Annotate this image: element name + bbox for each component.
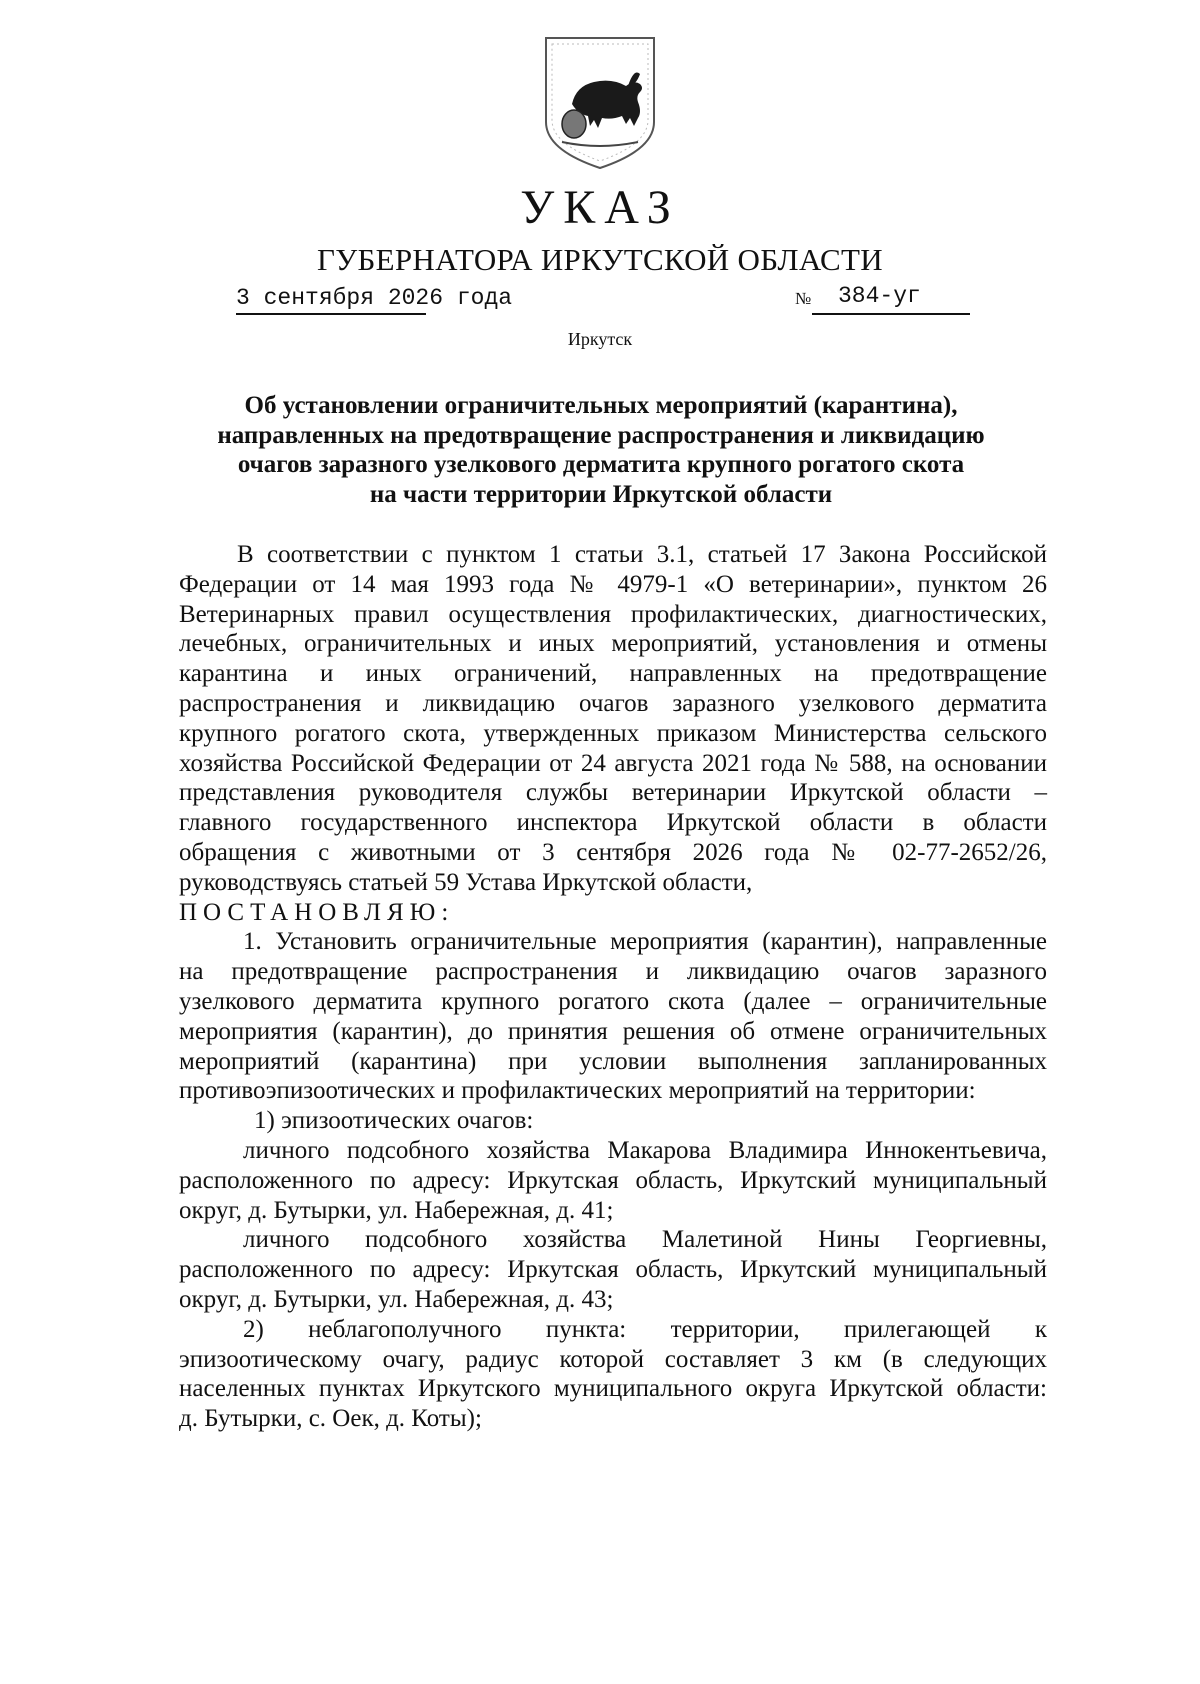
emblem-sable-prey	[562, 110, 586, 138]
paragraph-1-line: противоэпизоотических и профилактических мероприятий на территории:	[179, 1077, 976, 1105]
subitem-1-line: округ, д. Бутырки, ул. Набережная, д. 43;	[179, 1285, 614, 1313]
irkutsk-coat-of-arms-icon	[542, 34, 658, 172]
coat-of-arms-emblem	[542, 34, 658, 172]
body-line: лечебных, ограничительных и иных мероприятий, установления и отмены	[179, 630, 1047, 658]
paragraph-1-line: мероприятия (карантин), до принятия решения об отмене ограничительных	[179, 1017, 1047, 1045]
subitem-2-line: населенных пунктах Иркутского муниципального округа Иркутской области:	[179, 1375, 1047, 1403]
paragraph-1-line: 1. Установить ограничительные мероприятия (карантин), направленные	[243, 928, 1047, 956]
subitem-1-line: личного подсобного хозяйства Макарова Владимира Иннокентьевича,	[243, 1136, 1047, 1164]
decree-body	[179, 540, 1047, 1434]
subitem-1-line: расположенного по адресу: Иркутская область, Иркутский муниципальный	[179, 1166, 1047, 1194]
body-line: хозяйства Российской Федерации от 24 августа 2021 года № 588, на основании	[179, 749, 1047, 777]
decree-heading	[160, 391, 1042, 509]
paragraph-1-line: мероприятий (карантина) при условии выполнения запланированных	[179, 1047, 1047, 1075]
decree-city: Иркутск	[567, 329, 633, 349]
decree-number-label: №	[795, 289, 812, 308]
subitem-2-line: эпизоотическому очагу, радиус которой составляет 3 км (в следующих	[179, 1345, 1047, 1373]
decree-date: 3 сентября 2026 года	[236, 285, 513, 311]
decree-title: УКАЗ	[520, 181, 680, 234]
body-line: карантина и иных ограничений, направленных на предотвращение	[179, 660, 1047, 688]
subitem-1-line: личного подсобного хозяйства Малетиной Нины Георгиевны,	[243, 1226, 1047, 1254]
body-line: руководствуясь статьей 59 Устава Иркутской области,	[179, 868, 753, 896]
body-line: представления руководителя службы ветеринарии Иркутской области –	[179, 779, 1047, 807]
decree-resolves: ПОСТАНОВЛЯЮ:	[179, 898, 455, 926]
decree-number: 384-уг	[838, 283, 921, 309]
body-line: В соответствии с пунктом 1 статьи 3.1, статьей 17 Закона Российской	[237, 541, 1047, 568]
subitem-2-line: 2) неблагополучного пункта: территории, прилегающей к	[243, 1315, 1047, 1343]
heading-line: направленных на предотвращение распространения и ликвидацию	[217, 421, 985, 449]
heading-line: Об установлении ограничительных мероприятий (карантина),	[244, 392, 958, 419]
date-underline	[236, 313, 426, 315]
paragraph-1-line: узелкового дерматита крупного рогатого скота (далее – ограничительные	[179, 987, 1047, 1015]
heading-line: очагов заразного узелкового дерматита крупного рогатого скота	[237, 451, 965, 478]
body-line: Ветеринарных правил осуществления профилактических, диагностических,	[179, 600, 1047, 628]
subitem-2-line: д. Бутырки, с. Оек, д. Коты);	[179, 1405, 482, 1433]
subitem-1-line: округ, д. Бутырки, ул. Набережная, д. 41;	[179, 1196, 614, 1224]
body-line: обращения с животными от 3 сентября 2026 года № 02-77-2652/26,	[179, 838, 1047, 866]
heading-line: на части территории Иркутской области	[369, 480, 833, 508]
body-line: крупного рогатого скота, утвержденных приказом Министерства сельского	[179, 719, 1047, 747]
body-line: главного государственного инспектора Иркутской области в области	[179, 809, 1047, 837]
number-underline	[812, 313, 970, 315]
subitem-1-line: расположенного по адресу: Иркутская область, Иркутский муниципальный	[179, 1256, 1047, 1284]
paragraph-1-line: на предотвращение распространения и ликвидацию очагов заразного	[179, 958, 1047, 986]
subitem-1-heading: 1) эпизоотических очагов:	[254, 1107, 534, 1135]
body-line: Федерации от 14 мая 1993 года № 4979-1 «О ветеринарии», пунктом 26	[179, 570, 1047, 598]
decree-subtitle: ГУБЕРНАТОРА ИРКУТСКОЙ ОБЛАСТИ	[317, 242, 883, 277]
body-line: распространения и ликвидацию очагов заразного узелкового дерматита	[179, 689, 1047, 717]
